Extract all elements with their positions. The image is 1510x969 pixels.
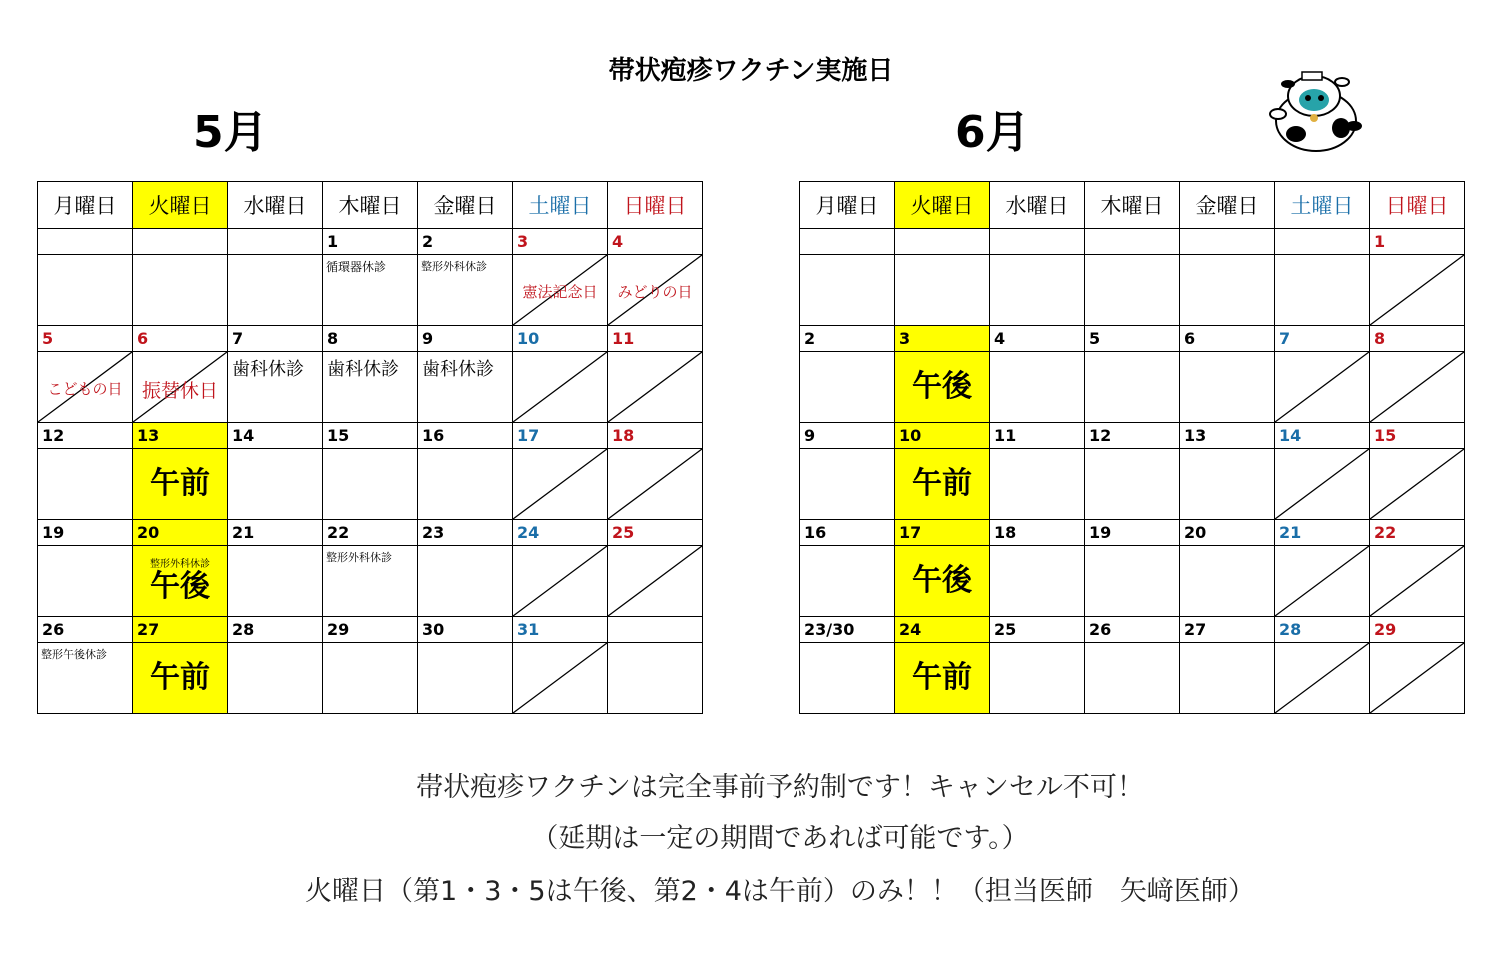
date-number: 8 (1370, 326, 1465, 352)
date-row (800, 326, 1465, 352)
weekday-sun: 日曜日 (608, 182, 703, 229)
date-number: 1 (1370, 229, 1465, 255)
date-number: 17 (513, 423, 608, 449)
date-number: 14 (1275, 423, 1370, 449)
weekday-tue: 火曜日 (133, 182, 228, 229)
day-cell (1180, 546, 1275, 617)
day-cell (1180, 255, 1275, 326)
day-cell (228, 643, 323, 714)
day-cell (1085, 643, 1180, 714)
date-row (38, 229, 703, 255)
day-cell (800, 352, 895, 423)
date-number: 5 (38, 326, 133, 352)
date-number: 14 (228, 423, 323, 449)
day-content-row (800, 352, 1465, 423)
date-number: 2 (418, 229, 513, 255)
date-number (228, 229, 323, 255)
closed-slash (608, 449, 702, 519)
closed-slash (1370, 643, 1464, 713)
date-number: 29 (323, 617, 418, 643)
day-content-row (38, 449, 703, 520)
closed-slash (513, 449, 607, 519)
weekday-fri: 金曜日 (1180, 182, 1275, 229)
day-cell (228, 255, 323, 326)
vaccine-session-cell (895, 449, 990, 520)
day-cell (418, 546, 513, 617)
weekday-header-row (38, 182, 703, 229)
date-number: 6 (133, 326, 228, 352)
date-number: 10 (513, 326, 608, 352)
date-number: 2 (800, 326, 895, 352)
date-number (1180, 229, 1275, 255)
date-number: 19 (38, 520, 133, 546)
day-cell (418, 643, 513, 714)
date-number: 18 (990, 520, 1085, 546)
day-cell (38, 255, 133, 326)
day-cell (323, 255, 418, 326)
date-number: 16 (418, 423, 513, 449)
vaccine-session-cell (133, 546, 228, 617)
session-label: 午後 (912, 563, 972, 598)
calendar-june (799, 181, 1465, 714)
date-number: 25 (990, 617, 1085, 643)
weekday-header-row (800, 182, 1465, 229)
date-number: 3 (513, 229, 608, 255)
date-row (38, 326, 703, 352)
day-cell (608, 255, 703, 326)
date-number: 20 (133, 520, 228, 546)
day-cell (1275, 449, 1370, 520)
day-content-row (800, 255, 1465, 326)
closed-slash (513, 643, 607, 713)
day-cell (323, 643, 418, 714)
closed-slash (1370, 449, 1464, 519)
holiday-label: 憲法記念日 (522, 283, 598, 301)
day-cell (418, 352, 513, 423)
date-number: 8 (323, 326, 418, 352)
date-number: 16 (800, 520, 895, 546)
day-cell (608, 352, 703, 423)
day-cell (513, 255, 608, 326)
closed-slash (1275, 352, 1369, 422)
day-content-row (800, 449, 1465, 520)
closed-slash (1275, 449, 1369, 519)
session-label: 午後 (912, 369, 972, 404)
closure-note: 歯科休診 (327, 359, 399, 380)
day-content-row (38, 352, 703, 423)
day-content-row (38, 643, 703, 714)
date-number: 1 (323, 229, 418, 255)
date-number: 17 (895, 520, 990, 546)
day-cell (800, 643, 895, 714)
day-cell (1085, 255, 1180, 326)
session-label: 午前 (912, 466, 972, 501)
day-cell (1370, 546, 1465, 617)
day-cell (608, 546, 703, 617)
closure-note: 整形午後休診 (41, 648, 107, 661)
day-cell (323, 546, 418, 617)
date-number: 10 (895, 423, 990, 449)
date-number: 11 (608, 326, 703, 352)
cow-mascot-icon (1266, 66, 1366, 156)
date-number: 27 (1180, 617, 1275, 643)
date-number: 6 (1180, 326, 1275, 352)
closure-note: 循環器休診 (326, 260, 387, 274)
weekday-thu: 木曜日 (1085, 182, 1180, 229)
day-cell (228, 449, 323, 520)
closure-note: 整形外科休診 (150, 559, 210, 570)
date-number: 29 (1370, 617, 1465, 643)
day-cell (38, 643, 133, 714)
day-cell (990, 255, 1085, 326)
weekday-thu: 木曜日 (323, 182, 418, 229)
day-cell (895, 255, 990, 326)
date-number: 28 (228, 617, 323, 643)
weekday-sat: 土曜日 (513, 182, 608, 229)
day-content-row (800, 546, 1465, 617)
day-cell (1275, 643, 1370, 714)
date-row (38, 617, 703, 643)
session-label: 午前 (150, 466, 210, 501)
date-number: 23/30 (800, 617, 895, 643)
closed-slash (513, 546, 607, 616)
day-cell (1180, 352, 1275, 423)
notice-reservation: 帯状疱疹ワクチンは完全事前予約制です！キャンセル不可！ (416, 772, 1144, 803)
day-cell (513, 449, 608, 520)
date-number (1275, 229, 1370, 255)
date-row (800, 229, 1465, 255)
day-cell (323, 352, 418, 423)
date-number: 22 (1370, 520, 1465, 546)
holiday-label: 振替休日 (141, 380, 218, 402)
date-number: 12 (1085, 423, 1180, 449)
date-number: 12 (38, 423, 133, 449)
day-cell (800, 546, 895, 617)
date-number: 18 (608, 423, 703, 449)
day-cell (513, 352, 608, 423)
date-row (800, 617, 1465, 643)
page-title: 帯状疱疹ワクチン実施日 (608, 56, 894, 86)
day-cell (228, 546, 323, 617)
date-number: 21 (228, 520, 323, 546)
closed-slash (1370, 255, 1464, 325)
closed-slash (608, 546, 702, 616)
day-content-row (38, 255, 703, 326)
closed-slash (1275, 643, 1369, 713)
day-cell (1275, 352, 1370, 423)
date-number: 24 (895, 617, 990, 643)
date-number (38, 229, 133, 255)
date-number: 4 (608, 229, 703, 255)
date-number: 28 (1275, 617, 1370, 643)
day-content-row (800, 643, 1465, 714)
vaccine-session-cell (895, 643, 990, 714)
day-cell (990, 643, 1085, 714)
day-cell (990, 352, 1085, 423)
day-cell (1370, 449, 1465, 520)
weekday-sat: 土曜日 (1275, 182, 1370, 229)
weekday-sun: 日曜日 (1370, 182, 1465, 229)
day-cell (323, 449, 418, 520)
date-number: 13 (133, 423, 228, 449)
closure-note: 整形外科休診 (326, 551, 392, 564)
session-label: 午後 (150, 569, 210, 604)
vaccine-session-cell (895, 546, 990, 617)
notice-postpone: （延期は一定の期間であれば可能です。） (531, 823, 1029, 854)
date-number: 19 (1085, 520, 1180, 546)
weekday-wed: 水曜日 (990, 182, 1085, 229)
date-number: 27 (133, 617, 228, 643)
weekday-mon: 月曜日 (38, 182, 133, 229)
closed-slash (608, 352, 702, 422)
vaccine-session-cell (133, 449, 228, 520)
weekday-mon: 月曜日 (800, 182, 895, 229)
calendar-may (37, 181, 703, 714)
date-number: 5 (1085, 326, 1180, 352)
day-cell (1180, 643, 1275, 714)
holiday-label: みどりの日 (617, 283, 693, 301)
date-number: 21 (1275, 520, 1370, 546)
day-cell (990, 546, 1085, 617)
date-number: 4 (990, 326, 1085, 352)
day-cell (1085, 546, 1180, 617)
closed-slash (1275, 546, 1369, 616)
date-number (990, 229, 1085, 255)
vaccine-session-cell (133, 643, 228, 714)
date-number: 13 (1180, 423, 1275, 449)
date-number (608, 617, 703, 643)
session-label: 午前 (912, 660, 972, 695)
date-number: 26 (38, 617, 133, 643)
month-label-june: 6月 (955, 107, 1030, 158)
date-number: 3 (895, 326, 990, 352)
date-number: 24 (513, 520, 608, 546)
date-number: 9 (418, 326, 513, 352)
notice-schedule: 火曜日（第1・3・5は午後、第2・4は午前）のみ！！（担当医師 矢﨑医師） (305, 876, 1255, 907)
date-number (800, 229, 895, 255)
date-row (800, 423, 1465, 449)
day-cell (513, 643, 608, 714)
date-number: 31 (513, 617, 608, 643)
month-label-may: 5月 (193, 107, 268, 158)
date-number: 23 (418, 520, 513, 546)
date-number: 30 (418, 617, 513, 643)
day-cell (1085, 352, 1180, 423)
day-cell (1370, 255, 1465, 326)
vaccine-session-cell (895, 352, 990, 423)
weekday-fri: 金曜日 (418, 182, 513, 229)
closed-slash (513, 352, 607, 422)
day-cell (513, 546, 608, 617)
day-cell (800, 255, 895, 326)
day-cell (133, 352, 228, 423)
date-number: 15 (323, 423, 418, 449)
day-cell (1180, 449, 1275, 520)
date-number: 26 (1085, 617, 1180, 643)
day-cell (990, 449, 1085, 520)
weekday-tue: 火曜日 (895, 182, 990, 229)
day-cell (38, 449, 133, 520)
session-label: 午前 (150, 660, 210, 695)
date-number: 15 (1370, 423, 1465, 449)
day-cell (418, 449, 513, 520)
day-content-row (38, 546, 703, 617)
day-cell (228, 352, 323, 423)
date-number (1085, 229, 1180, 255)
day-cell (1370, 643, 1465, 714)
date-row (38, 423, 703, 449)
day-cell (38, 352, 133, 423)
closure-note: 歯科休診 (422, 359, 494, 380)
day-cell (1085, 449, 1180, 520)
day-cell (38, 546, 133, 617)
date-number: 7 (1275, 326, 1370, 352)
date-number: 25 (608, 520, 703, 546)
closed-slash (1370, 546, 1464, 616)
day-cell (800, 449, 895, 520)
day-cell (1275, 255, 1370, 326)
day-cell (608, 449, 703, 520)
date-number: 11 (990, 423, 1085, 449)
day-cell (418, 255, 513, 326)
closure-note: 整形外科休診 (421, 260, 487, 273)
date-row (800, 520, 1465, 546)
date-number: 9 (800, 423, 895, 449)
weekday-wed: 水曜日 (228, 182, 323, 229)
day-cell (608, 643, 703, 714)
date-number (133, 229, 228, 255)
date-number: 20 (1180, 520, 1275, 546)
day-cell (1370, 352, 1465, 423)
date-row (38, 520, 703, 546)
date-number (895, 229, 990, 255)
holiday-label: こどもの日 (47, 380, 123, 398)
date-number: 22 (323, 520, 418, 546)
closed-slash (1370, 352, 1464, 422)
day-cell (133, 255, 228, 326)
date-number: 7 (228, 326, 323, 352)
closure-note: 歯科休診 (232, 359, 304, 380)
day-cell (1275, 546, 1370, 617)
